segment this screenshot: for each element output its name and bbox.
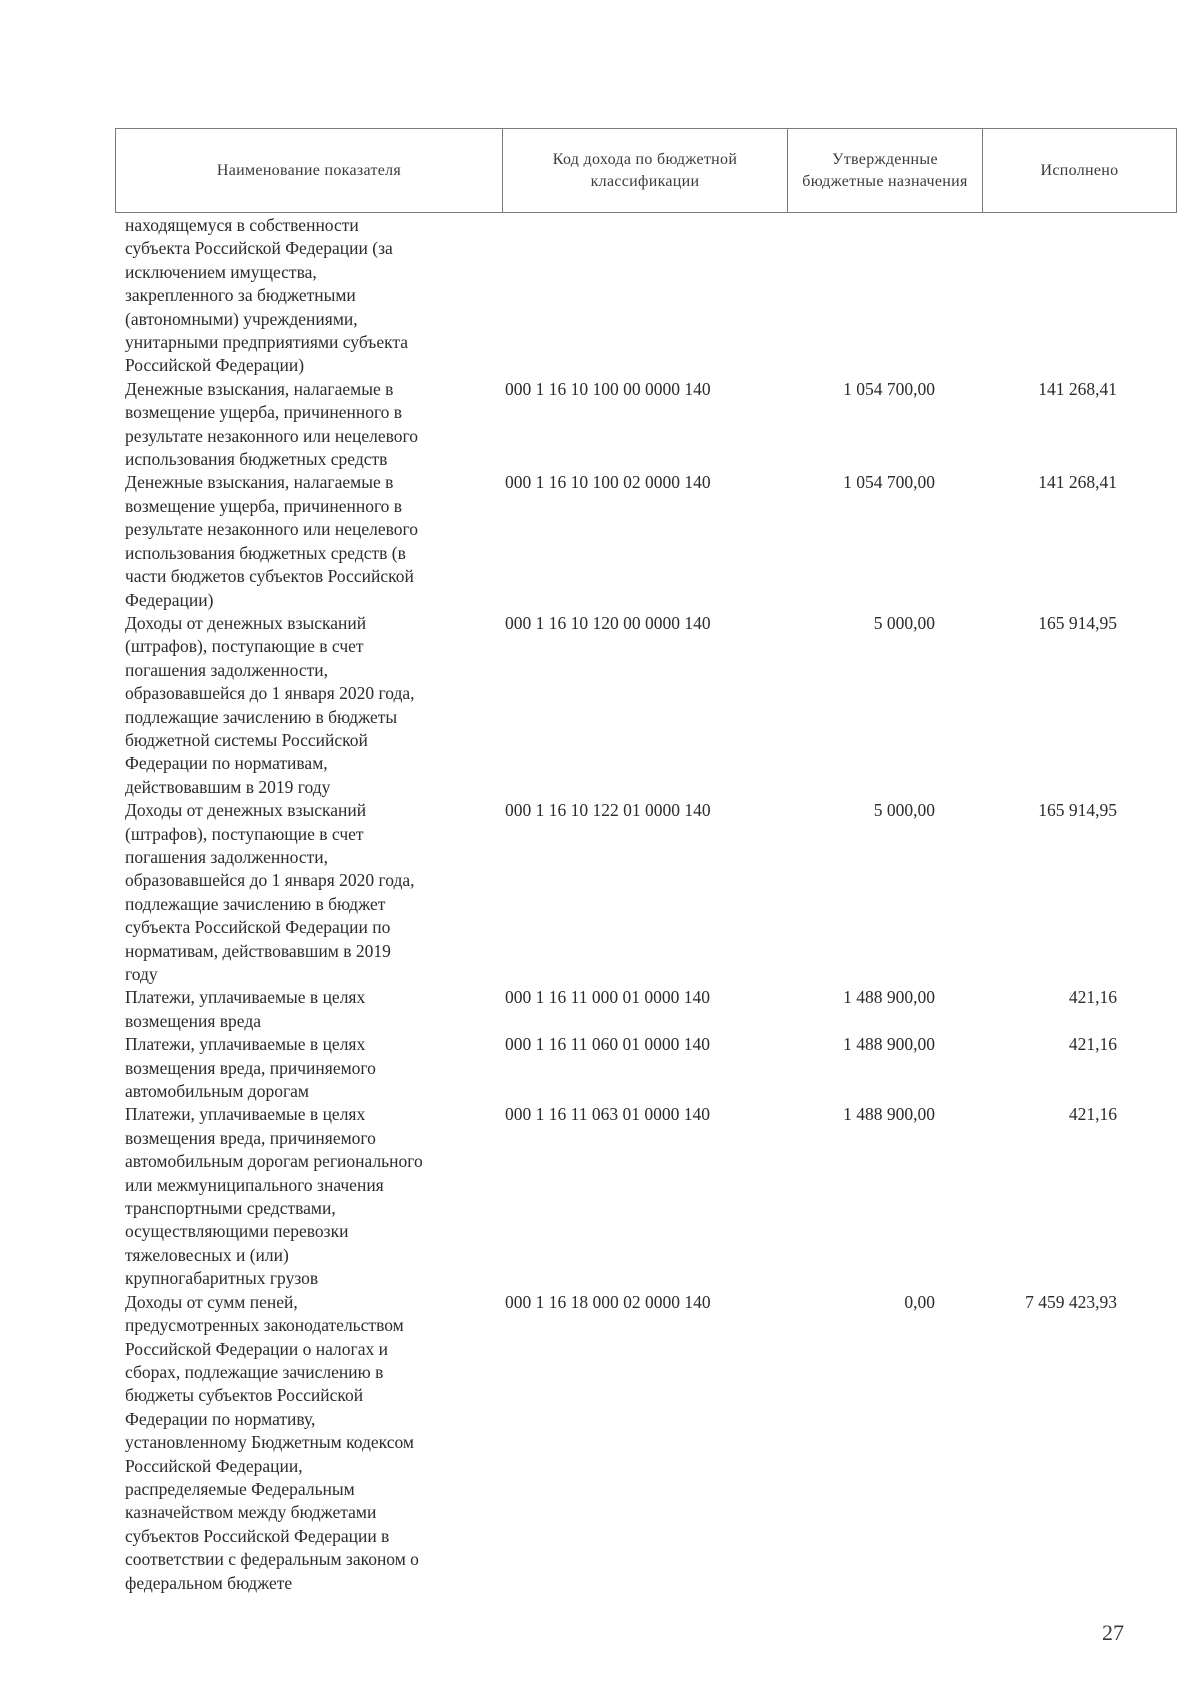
table-row [0, 986, 1200, 1033]
table-row [0, 612, 1200, 799]
row-approved: 1 488 900,00 [843, 987, 935, 1008]
row-name: Денежные взыскания, налагаемые в возмещение ущерба, причиненного в результате незаконного или нецелевого использования бюджетных средств [125, 378, 418, 470]
table-row [0, 378, 1200, 472]
row-approved: 0,00 [904, 1291, 935, 1312]
row-code: 000 1 16 10 122 01 0000 140 [505, 800, 711, 821]
row-approved: 5 000,00 [873, 800, 935, 821]
row-executed: 7 459 423,93 [1025, 1291, 1117, 1312]
row-executed: 141 268,41 [1038, 378, 1117, 399]
row-name: Денежные взыскания, налагаемые в возмещение ущерба, причиненного в результате незаконного или нецелевого использования бюджетных средств (в части бюджетов субъектов Российской Федерации) [125, 472, 418, 610]
row-executed: 165 914,95 [1038, 612, 1117, 633]
row-code: 000 1 16 18 000 02 0000 140 [505, 1291, 711, 1312]
page-number: 27 [1102, 1620, 1124, 1645]
header-approved: Утвержденные бюджетные назначения [788, 129, 983, 213]
header-code: Код дохода по бюджетной классификации [503, 129, 788, 213]
row-name: находящемуся в собственности субъекта Российской Федерации (за исключением имущества, закрепленного за бюджетными (автономными) учреждениями, унитарными предприятиями субъекта Российской Федерации) [125, 215, 408, 376]
row-name: Платежи, уплачиваемые в целях возмещения вреда, причиняемого автомобильным дорогам [125, 1034, 376, 1102]
row-name: Доходы от денежных взысканий (штрафов), поступающие в счет погашения задолженности, образовавшейся до 1 января 2020 года, подлежащие зачислению в бюджет субъекта Российской Федерации по нормативам, действовавшим в 2019 году [125, 800, 415, 984]
table-header [115, 128, 1177, 213]
row-approved: 5 000,00 [873, 612, 935, 633]
table-row [0, 1291, 1200, 1595]
table-row [0, 799, 1200, 986]
row-code: 000 1 16 11 063 01 0000 140 [505, 1104, 710, 1125]
table-body [0, 214, 1200, 1595]
header-executed: Исполнено [983, 129, 1177, 213]
row-approved: 1 488 900,00 [843, 1034, 935, 1055]
row-code: 000 1 16 11 060 01 0000 140 [505, 1034, 710, 1055]
row-approved: 1 488 900,00 [843, 1104, 935, 1125]
table-row [0, 1033, 1200, 1103]
row-code: 000 1 16 10 120 00 0000 140 [505, 612, 711, 633]
row-code: 000 1 16 10 100 02 0000 140 [505, 472, 711, 493]
row-name: Доходы от сумм пеней, предусмотренных законодательством Российской Федерации о налогах и сборах, подлежащие зачислению в бюджеты субъектов Российской Федерации по нормативу, установленному Бюджетным кодексом Российской Федерации, распределяемые Федеральным казначейством между бюджетами субъектов Российской Федерации в соответствии с федеральным законом о федеральном бюджете [125, 1291, 419, 1593]
table-row [0, 214, 1200, 378]
row-executed: 421,16 [1068, 1034, 1117, 1055]
table-row [0, 471, 1200, 611]
row-executed: 165 914,95 [1038, 800, 1117, 821]
row-executed: 141 268,41 [1038, 472, 1117, 493]
row-approved: 1 054 700,00 [843, 472, 935, 493]
row-executed: 421,16 [1068, 987, 1117, 1008]
row-name: Доходы от денежных взысканий (штрафов), поступающие в счет погашения задолженности, образовавшейся до 1 января 2020 года, подлежащие зачислению в бюджеты бюджетной системы Российской Федерации по нормативам, действовавшим в 2019 году [125, 612, 415, 797]
table-row [0, 1103, 1200, 1290]
header-row [116, 129, 1177, 213]
row-name: Платежи, уплачиваемые в целях возмещения вреда [125, 987, 366, 1031]
row-name: Платежи, уплачиваемые в целях возмещения вреда, причиняемого автомобильным дорогам регионального или межмуниципального значения транспортными средствами, осуществляющими перевозки тяжеловесных и (или) крупногабаритных грузов [125, 1104, 423, 1289]
row-executed: 421,16 [1068, 1104, 1117, 1125]
row-code: 000 1 16 10 100 00 0000 140 [505, 378, 711, 399]
row-code: 000 1 16 11 000 01 0000 140 [505, 987, 710, 1008]
header-name: Наименование показателя [116, 129, 503, 213]
row-approved: 1 054 700,00 [843, 378, 935, 399]
